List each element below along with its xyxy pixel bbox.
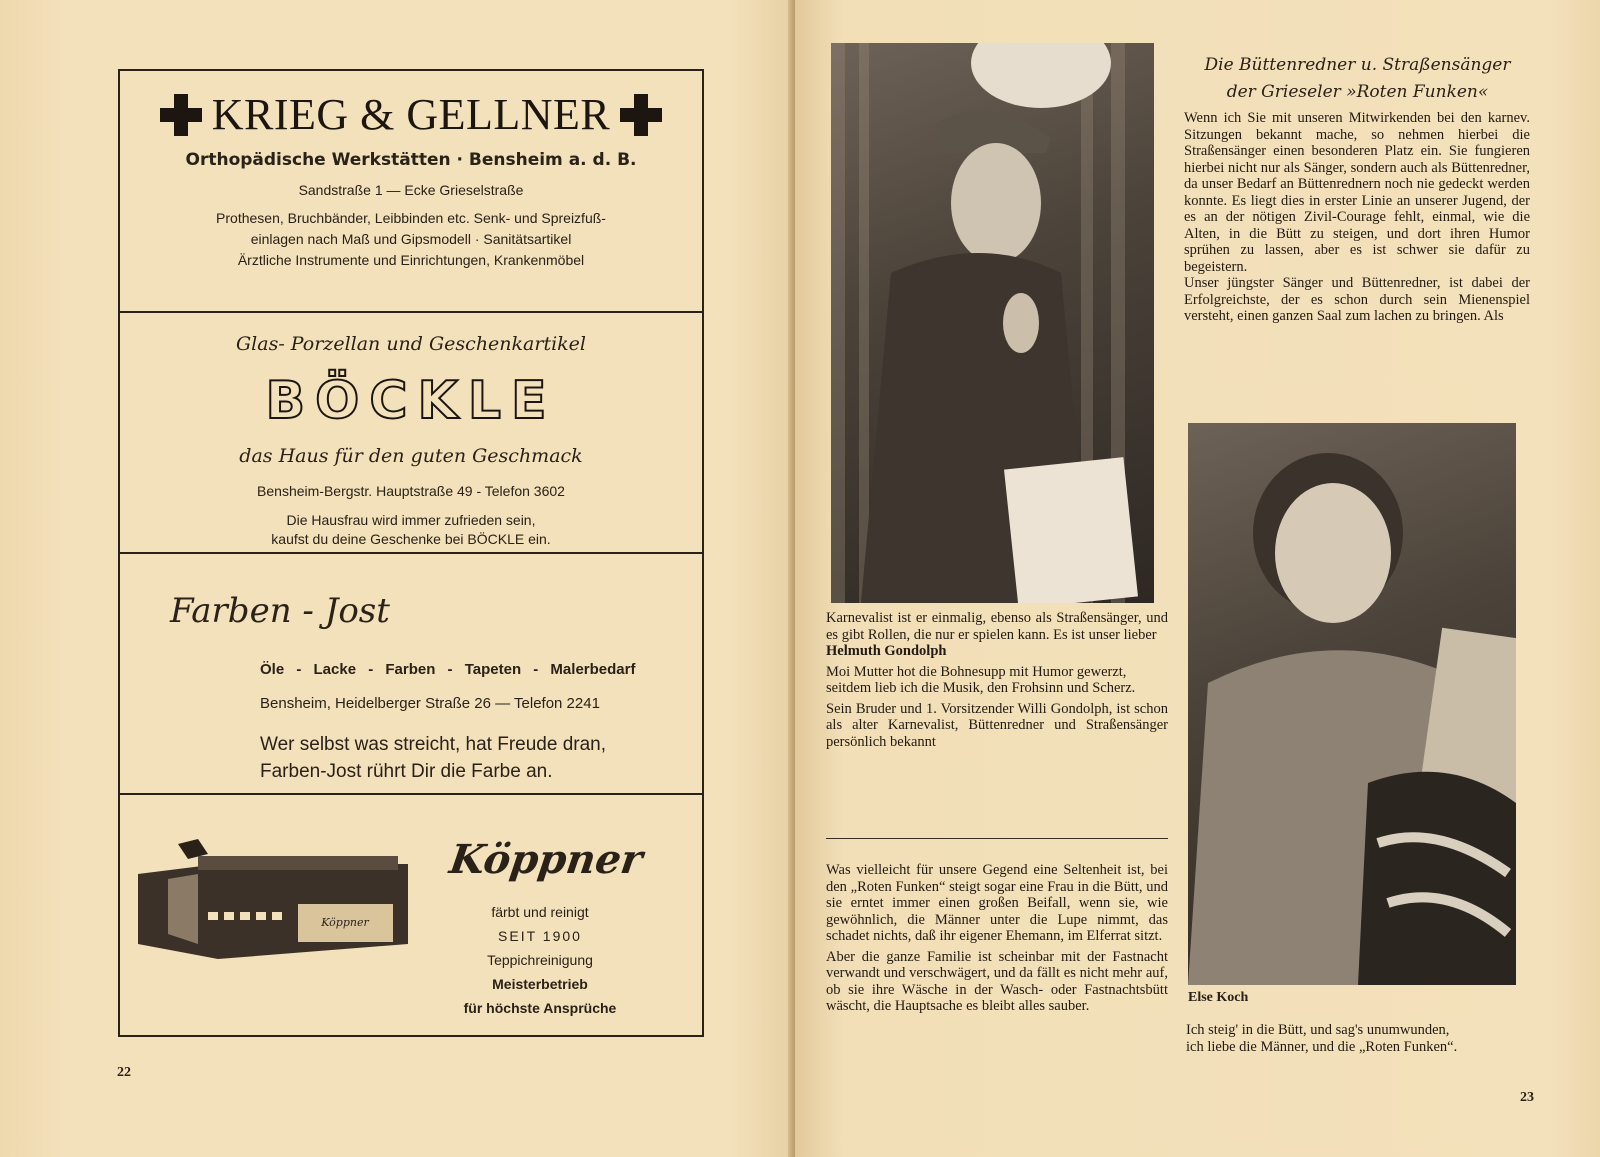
ad-krieg-desc-line: Prothesen, Bruchbänder, Leibbinden etc. Senk- und Spreizfuß- [216,210,606,226]
article-paragraph: Wenn ich Sie mit unseren Mitwirkenden bei den karnev. Sitzungen bekannt mache, so nehmen hierbei die Straßensänger einen besonderen Platz ein. Sie fungieren hierbei nicht nur als Sänger, sondern auch als Büttenredner, da unser Bedarf an Büttenrednern noch nie gedeckt werden konnte. Es liegt dies in erster Linie an unserer Jugend, der es an der nötigen Zivil-Courage fehlt, einmal, wie die Alten, in die Bütt zu steigen, und dort ihren Humor sprühen zu lassen, aber es ist schwer sie dafür zu begeistern. [1184,110,1530,275]
ad-farben-title: Farben - Jost [170,591,390,631]
article-paragraph: Sein Bruder und 1. Vorsitzender Willi Gondolph, ist schon als alter Karnevalist, Büttenredner und Straßensänger persönlich bekannt [826,700,1168,750]
ad-krieg-title-row [120,89,702,140]
verse-line: Moi Mutter hot die Bohnesupp mit Humor gewerzt, [826,663,1127,680]
photo-image [831,43,1154,603]
column-rule [826,838,1168,839]
article-intro [1184,110,1530,325]
photo-else-koch [1188,423,1516,985]
ad-boeckle-rhyme [120,511,702,549]
ad-krieg-desc-line: einlagen nach Maß und Gipsmodell · Sanitätsartikel [250,231,572,247]
verse-line: Ich steig' in die Bütt, und sag's unumwunden, [1186,1022,1450,1038]
ad-krieg-gellner [120,89,702,271]
ad-krieg-description [120,208,702,271]
article-paragraph: Karnevalist ist er einmalig, ebenso als Straßensänger, und es gibt Rollen, die nur er spielen kann. Es ist unser lieber [826,610,1168,643]
ad-farben-rhyme-line: Wer selbst was streicht, hat Freude dran, [260,734,607,755]
ad-farben-address: Bensheim, Heidelberger Straße 26 — Telefon 2241 [260,695,600,712]
ad-divider [120,793,702,795]
ad-boeckle-slogan: das Haus für den guten Geschmack [239,445,583,467]
article-heading-line: Die Büttenredner u. Straßensänger [1204,55,1511,75]
photo-helmuth-gondolph [831,43,1154,603]
ad-boeckle-logo: BÖCKLE [265,371,557,431]
ad-krieg-desc-line: Ärztliche Instrumente und Einrichtungen, Krankenmöbel [237,252,585,268]
article-heading-line: der Grieseler »Roten Funken« [1226,82,1489,102]
photo-caption-else-koch: Else Koch [1188,990,1249,1005]
article-name-helmuth: Helmuth Gondolph [826,643,947,659]
ad-koeppner-line: färbt und reinigt [491,904,589,920]
ad-divider [120,552,702,554]
article-paragraph: Unser jüngster Sänger und Büttenredner, ist dabei der Erfolgreichste, der es schon durch sein Mienenspiel versteht, einen ganzen Saal zum lachen zu bringen. Als [1184,275,1530,324]
ad-krieg-title: KRIEG & GELLNER [211,90,611,139]
ad-boeckle-rhyme-line: Die Hausfrau wird immer zufrieden sein, [286,512,536,528]
article-verse-else [1186,1022,1532,1055]
ad-koeppner-line: SEIT 1900 [498,928,582,944]
ad-koeppner-line: Teppichreinigung [487,952,593,968]
article-paragraph: Aber die ganze Familie ist scheinbar mit der Fastnacht verwandt und verschwägert, und da fällt es nicht mehr auf, ob sie ihre Wäsche in der Wasch- oder Fastnachtsbütt wäscht, die Hauptsache es bleibt alles sauber. [826,948,1168,1014]
article-heading [1185,52,1530,106]
verse-line: seitdem lieb ich die Musik, den Frohsinn und Scherz. [826,680,1136,696]
verse-line: ich liebe die Männer, und die „Roten Funken“. [1186,1038,1458,1055]
ad-krieg-subtitle: Orthopädische Werkstätten · Bensheim a. d. B. [185,150,637,170]
ad-farben-rhyme-line: Farben-Jost rührt Dir die Farbe an. [260,761,553,782]
factory-illustration [138,834,408,964]
article-column-left-2 [826,862,1168,1015]
photo-image [1188,423,1516,985]
ad-boeckle-rhyme-line: kaufst du deine Geschenke bei BÖCKLE ein. [271,531,551,547]
ad-boeckle-address: Bensheim-Bergstr. Hauptstraße 49 - Telefon 3602 [257,483,565,499]
ad-boeckle [120,333,702,549]
advertisement-box [118,69,704,1037]
ad-koeppner-line: für höchste Ansprüche [463,1000,617,1016]
ad-koeppner-lines [440,900,640,1020]
factory-sign: Köppner [321,916,369,929]
ad-boeckle-top-line: Glas- Porzellan und Geschenkartikel [235,333,586,355]
ad-koeppner-logo: Köppner [446,836,646,883]
page-number-right: 23 [1520,1090,1534,1105]
red-cross-icon [620,94,662,136]
article-column-left [826,610,1168,750]
page-number-left: 22 [117,1065,131,1080]
ad-divider [120,311,702,313]
red-cross-icon [160,94,202,136]
ad-krieg-address: Sandstraße 1 — Ecke Grieselstraße [298,182,524,198]
ad-farben-rhyme [260,731,606,785]
article-paragraph: Was vielleicht für unsere Gegend eine Seltenheit ist, bei den „Roten Funken“ steigt sogar eine Frau in die Bütt, und sie erntet immer einen großen Beifall, wenn sie, wie gewöhnlich, die Männer unter die Lupe nimmt, das schadet nichts, daß ihr eigener Ehemann, im Elferrat sitzt. [826,862,1168,944]
ad-farben-products: Öle - Lacke - Farben - Tapeten - Malerbedarf [260,661,636,678]
ad-koeppner-line: Meisterbetrieb [492,976,588,992]
